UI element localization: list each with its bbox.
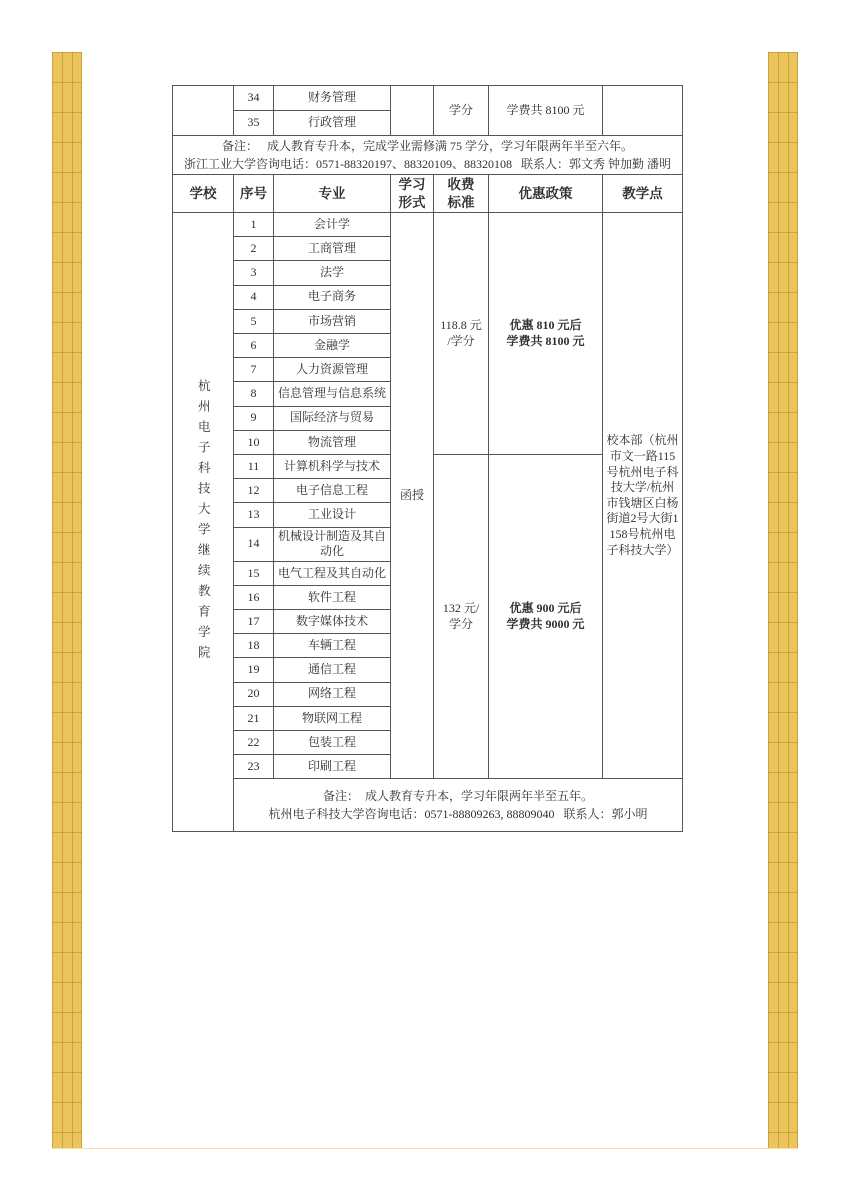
row-no: 17 [234,610,274,634]
school-name-cell [173,213,234,832]
note-line-2: 杭州电子科技大学咨询电话：0571-88809263, 88809040 联系人：郭小明 [268,807,648,822]
discount-group2-cell [489,454,603,778]
major-cell: 信息管理与信息系统 [274,382,391,406]
major-cell: 金融学 [274,334,391,358]
major-cell: 包装工程 [274,731,391,755]
page-bottom-rule [52,1148,798,1149]
major-cell: 市场营销 [274,309,391,333]
major-cell: 国际经济与贸易 [274,406,391,430]
study-form-cell: 函授 [391,213,434,779]
table-row [173,86,683,111]
major-cell: 行政管理 [274,111,391,136]
teaching-point-cell-empty [603,86,683,136]
row-no: 3 [234,261,274,285]
discount-line: 学费共 8100 元 [506,333,585,348]
row-no: 9 [234,406,274,430]
note-line-1: 备注： 成人教育专升本，完成学业需修满 75 学分，学习年限两年半至六年。 [221,139,633,153]
note-cell-zjut [173,136,683,175]
fee-group1-cell [434,213,489,455]
decorative-brick-strip-right [768,52,798,1148]
table-row [173,779,683,832]
major-cell: 软件工程 [274,585,391,609]
school-name: 杭州电子科技大学继续教育学院 [196,378,211,666]
header-major: 专业 [274,175,391,213]
table-header-row [173,175,683,213]
major-cell: 电子信息工程 [274,479,391,503]
row-no: 12 [234,479,274,503]
major-cell: 计算机科学与技术 [274,454,391,478]
row-no: 5 [234,309,274,333]
header-no: 序号 [234,175,274,213]
admissions-table [172,85,683,832]
study-form-cell-empty [391,86,434,136]
major-cell: 机械设计制造及其自动化 [274,527,391,561]
major-cell: 印刷工程 [274,755,391,779]
row-no: 8 [234,382,274,406]
fee-group2-cell [434,454,489,778]
major-cell: 物流管理 [274,430,391,454]
row-no: 2 [234,237,274,261]
major-cell: 通信工程 [274,658,391,682]
header-discount-policy: 优惠政策 [489,175,603,213]
major-cell: 人力资源管理 [274,358,391,382]
major-cell: 会计学 [274,213,391,237]
header-fee-standard [434,175,489,213]
teaching-point-cell: 校本部（杭州市文一路115号杭州电子科技大学/杭州市钱塘区白杨街道2号大街1158号杭州电子科技大学） [603,213,683,779]
fee-standard-cell: 学分 [434,86,489,136]
row-no: 15 [234,561,274,585]
discount-line: 优惠 900 元后 [509,601,582,616]
header-study-form [391,175,434,213]
note-line-1: 备注： 成人教育专升本，学习年限两年半至五年。 [322,789,593,804]
header-fee-standard-label: 收费标准 [447,177,475,210]
note-cell-hdu [234,779,683,832]
fee-line: 118.8 元 [440,317,482,332]
header-study-form-label: 学习形式 [398,177,426,210]
discount-cell: 学费共 8100 元 [489,86,603,136]
major-cell: 数字媒体技术 [274,610,391,634]
discount-line: 学费共 9000 元 [506,616,585,631]
fee-line: 132 元/ [442,601,480,616]
row-no: 21 [234,706,274,730]
discount-group1-cell [489,213,603,455]
discount-line: 优惠 810 元后 [509,317,582,332]
major-cell: 工商管理 [274,237,391,261]
row-no: 18 [234,634,274,658]
row-no: 11 [234,454,274,478]
major-cell: 电气工程及其自动化 [274,561,391,585]
row-no: 22 [234,731,274,755]
school-cell-empty [173,86,234,136]
row-no: 16 [234,585,274,609]
row-no: 34 [234,86,274,111]
row-no: 10 [234,430,274,454]
row-no: 1 [234,213,274,237]
major-cell: 网络工程 [274,682,391,706]
fee-line: 学分 [448,616,473,631]
major-cell: 物联网工程 [274,706,391,730]
row-no: 7 [234,358,274,382]
major-cell: 财务管理 [274,86,391,111]
note-line-2: 浙江工业大学咨询电话：0571-88320197、88320109、88320108 联系人：郭文秀 钟加勤 潘明 [184,157,671,171]
major-cell: 电子商务 [274,285,391,309]
row-no: 6 [234,334,274,358]
row-no: 14 [234,527,274,561]
table-row [173,136,683,175]
header-teaching-point: 教学点 [603,175,683,213]
major-cell: 工业设计 [274,503,391,527]
row-no: 23 [234,755,274,779]
row-no: 20 [234,682,274,706]
fee-line: /学分 [447,333,475,348]
header-school: 学校 [173,175,234,213]
row-no: 4 [234,285,274,309]
row-no: 19 [234,658,274,682]
decorative-brick-strip-left [52,52,82,1148]
row-no: 35 [234,111,274,136]
major-cell: 法学 [274,261,391,285]
table-row [173,213,683,237]
major-cell: 车辆工程 [274,634,391,658]
row-no: 13 [234,503,274,527]
